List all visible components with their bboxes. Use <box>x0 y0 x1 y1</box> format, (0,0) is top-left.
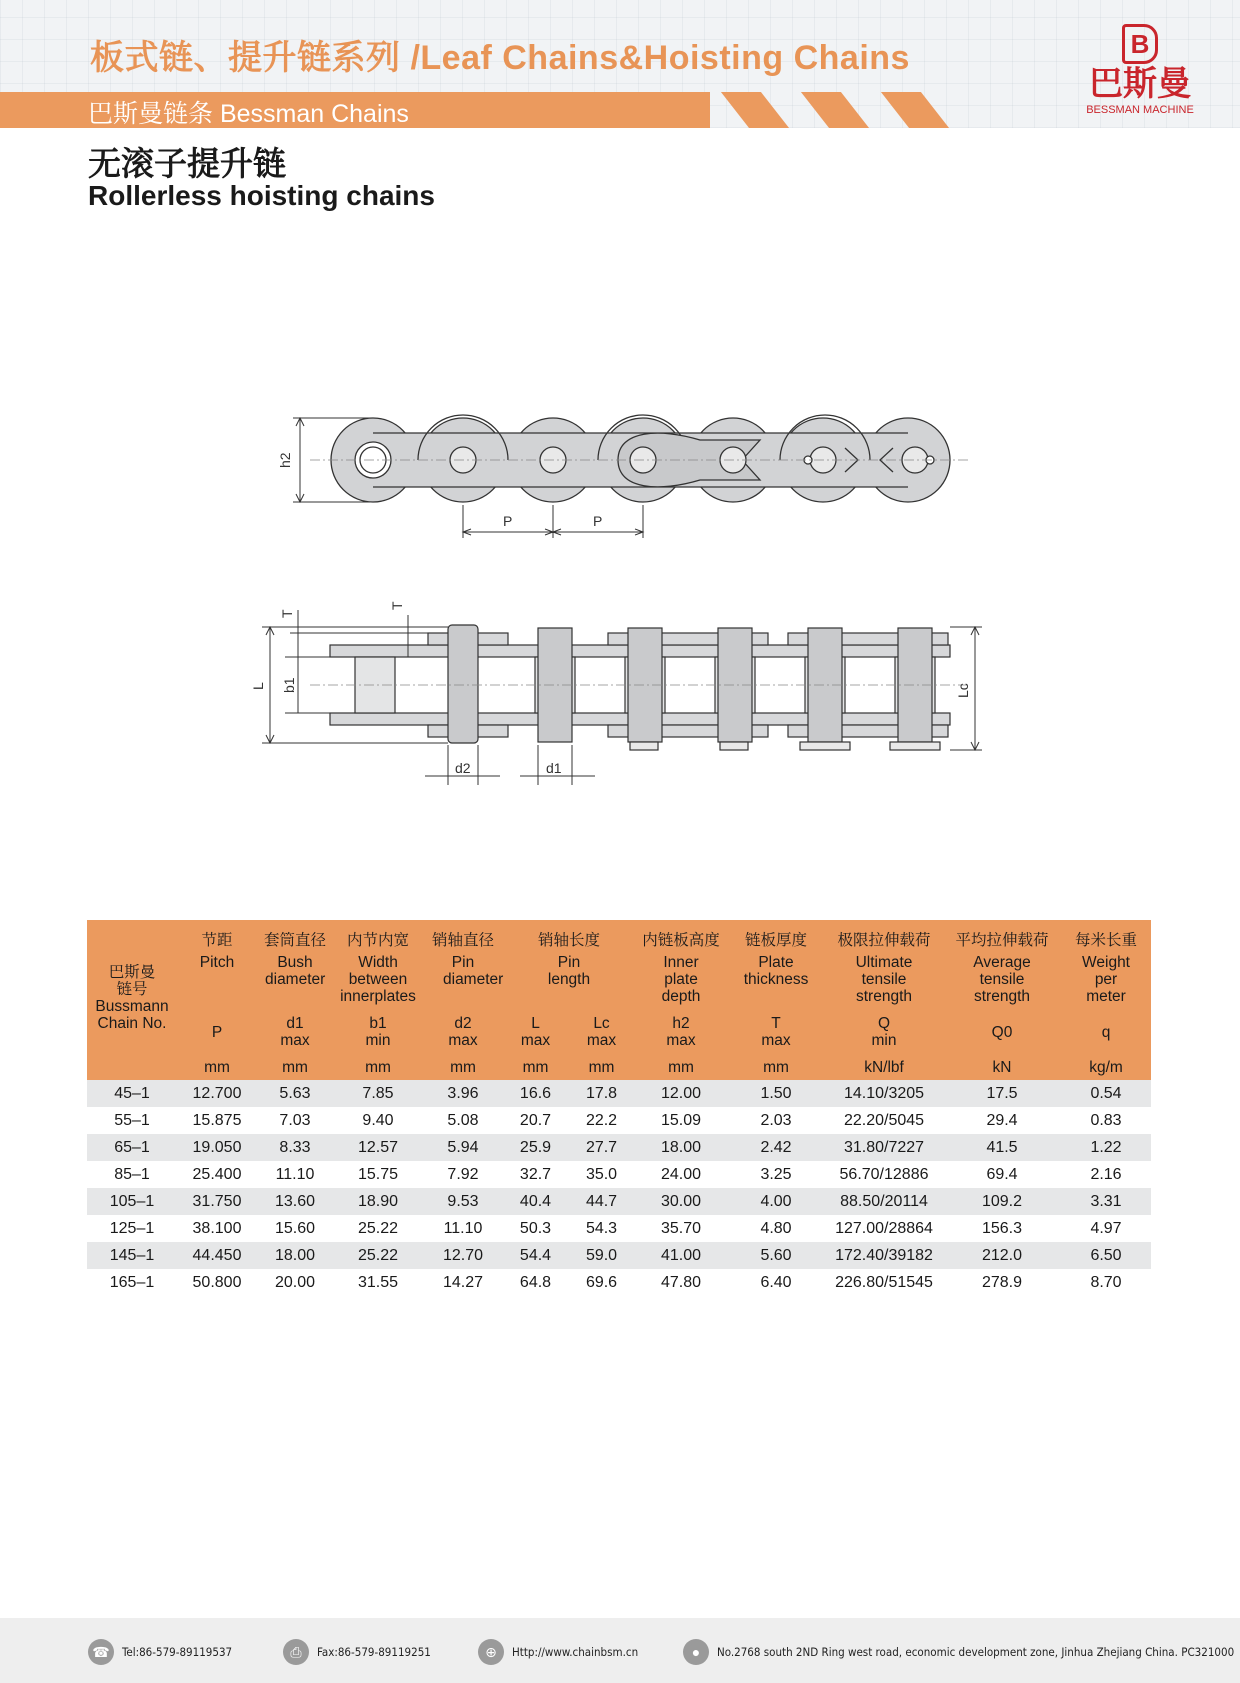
table-cell: 44.450 <box>177 1242 257 1269</box>
table-cell: 35.70 <box>660 1219 702 1237</box>
table-cell: 32.7 <box>519 1165 552 1183</box>
table-cell: 3.31 <box>1061 1188 1151 1215</box>
label-t-2: T <box>389 601 405 610</box>
table-cell: 18.90 <box>333 1188 423 1215</box>
table-cell: 25.22 <box>357 1219 399 1237</box>
header-unit: mm <box>257 1054 333 1080</box>
header-symbol: Q0 <box>943 1010 1061 1054</box>
table-cell: 41.00 <box>635 1242 727 1269</box>
table-cell: 7.85 <box>333 1080 423 1107</box>
table-cell: 59.0 <box>568 1242 635 1269</box>
header-symbol: T max <box>727 1010 825 1054</box>
page-title-english: Rollerless hoisting chains <box>88 180 435 211</box>
table-cell: 0.54 <box>1061 1080 1151 1107</box>
table-cell: 13.60 <box>257 1188 333 1215</box>
header-symbol: L max <box>503 1010 568 1054</box>
table-cell: 44.7 <box>568 1188 635 1215</box>
header-cn: 内链板高度 <box>635 920 727 954</box>
table-cell: 5.94 <box>423 1134 503 1161</box>
table-cell: 17.5 <box>943 1080 1061 1107</box>
label-d1: d1 <box>546 760 562 776</box>
label-b1: b1 <box>281 677 297 693</box>
header-unit: mm <box>727 1054 825 1080</box>
header-chain-no <box>87 920 177 1080</box>
table-cell: 56.70/12886 <box>839 1165 929 1183</box>
label-h2: h2 <box>277 452 293 468</box>
header-en: Weight per meter <box>1061 954 1151 1010</box>
table-row <box>87 1242 1151 1269</box>
table-cell: 2.03 <box>760 1111 792 1129</box>
table-cell: 25.22 <box>333 1242 423 1269</box>
footer-tel <box>88 1638 232 1666</box>
table-cell: 11.10 <box>275 1165 315 1183</box>
table-cell: 25.9 <box>503 1134 568 1161</box>
chain-no-cell: 105–1 <box>87 1188 177 1215</box>
table-cell: 5.63 <box>257 1080 333 1107</box>
table-cell: 35.0 <box>585 1165 618 1183</box>
table-cell: 15.875 <box>192 1111 242 1129</box>
chain-no-cell: 125–1 <box>109 1219 155 1237</box>
table-cell: 4.00 <box>727 1188 825 1215</box>
header-cn: 平均拉伸载荷 <box>943 920 1061 954</box>
label-pitch-2: P <box>593 513 603 529</box>
header-symbol: d2 max <box>423 1010 503 1054</box>
header-en: Plate thickness <box>727 954 825 1010</box>
table-cell: 212.0 <box>943 1242 1061 1269</box>
chain-no-cell: 145–1 <box>87 1242 177 1269</box>
table-row <box>87 1188 1151 1215</box>
table-cell: 172.40/39182 <box>825 1242 943 1269</box>
table-cell: 3.96 <box>423 1080 503 1107</box>
table-body <box>87 1080 1151 1296</box>
table-cell: 5.60 <box>727 1242 825 1269</box>
page-title-chinese: 无滚子提升链 <box>88 145 286 182</box>
table-cell: 31.80/7227 <box>825 1134 943 1161</box>
table-cell: 15.09 <box>660 1111 702 1129</box>
logo-english-name: BESSMAN MACHINE <box>1086 104 1194 116</box>
table-cell: 12.700 <box>177 1080 257 1107</box>
table-cell: 7.03 <box>279 1111 311 1129</box>
header-symbol: d1 max <box>257 1010 333 1054</box>
table-cell: 69.4 <box>986 1165 1018 1183</box>
table-cell: 12.00 <box>635 1080 727 1107</box>
table-cell: 6.50 <box>1061 1242 1151 1269</box>
table-cell: 47.80 <box>660 1273 702 1291</box>
table-cell: 29.4 <box>986 1111 1018 1129</box>
table-cell: 9.53 <box>423 1188 503 1215</box>
table-cell: 54.3 <box>585 1219 618 1237</box>
table-cell: 2.16 <box>1090 1165 1122 1183</box>
table-cell: 4.97 <box>1090 1219 1122 1237</box>
footer-fax <box>283 1638 431 1666</box>
table-row <box>87 1161 1151 1188</box>
header-en: Pin diameter <box>423 954 503 1010</box>
table-cell: 19.050 <box>177 1134 257 1161</box>
label-t-1: T <box>279 609 295 618</box>
label-lc: Lc <box>955 683 971 698</box>
header-unit: mm <box>177 1054 257 1080</box>
header-symbol: b1 min <box>333 1010 423 1054</box>
table-cell: 127.00/28864 <box>835 1219 933 1237</box>
header-unit: mm <box>503 1054 568 1080</box>
header-cn: 内节内宽 <box>333 920 423 954</box>
location-pin-icon: ● <box>683 1639 709 1665</box>
table-cell: 25.400 <box>192 1165 242 1183</box>
header-en: Pin length <box>503 954 635 1010</box>
footer-address <box>683 1638 1234 1666</box>
header-symbol: Lc max <box>568 1010 635 1054</box>
table-cell: 15.75 <box>357 1165 399 1183</box>
header-unit: kN <box>943 1054 1061 1080</box>
table-row <box>87 1269 1151 1296</box>
header-unit: kg/m <box>1061 1054 1151 1080</box>
header-unit: mm <box>333 1054 423 1080</box>
table-row <box>87 1080 1151 1107</box>
spec-table <box>87 920 1151 1296</box>
table-cell: 4.80 <box>760 1219 792 1237</box>
table-cell: 40.4 <box>503 1188 568 1215</box>
footer-web[interactable] <box>478 1638 638 1666</box>
table-cell: 88.50/20114 <box>825 1188 943 1215</box>
table-cell: 24.00 <box>660 1165 702 1183</box>
header-symbol: h2 max <box>635 1010 727 1054</box>
header-cn: 极限拉伸载荷 <box>825 920 943 954</box>
table-cell: 22.2 <box>585 1111 618 1129</box>
header-unit: mm <box>568 1054 635 1080</box>
table-cell: 14.10/3205 <box>825 1080 943 1107</box>
header-symbol: Q min <box>825 1010 943 1054</box>
table-cell: 50.3 <box>519 1219 552 1237</box>
footer <box>0 1618 1240 1683</box>
table-cell: 226.80/51545 <box>835 1273 933 1291</box>
phone-icon: ☎ <box>88 1639 114 1665</box>
header-en: Width between innerplates <box>333 954 423 1010</box>
table-cell: 16.6 <box>503 1080 568 1107</box>
table-cell: 0.83 <box>1090 1111 1122 1129</box>
header-cn: 节距 <box>177 920 257 954</box>
table-cell: 20.7 <box>519 1111 552 1129</box>
header-symbol: P <box>177 1010 257 1054</box>
header-en: Bush diameter <box>257 954 333 1010</box>
table-cell: 38.100 <box>192 1219 242 1237</box>
footer-web-link[interactable]: Http://www.chainbsm.cn <box>512 1645 639 1659</box>
table-cell: 1.22 <box>1061 1134 1151 1161</box>
table-header <box>87 920 1151 1080</box>
header-cn: 每米长重 <box>1061 920 1151 954</box>
table-row <box>87 1134 1151 1161</box>
table-cell: 41.5 <box>943 1134 1061 1161</box>
header-chain-no-en: Bussmann Chain No. <box>95 998 169 1032</box>
table-row <box>87 1107 1151 1134</box>
header-en: Average tensile strength <box>943 954 1061 1010</box>
table-cell: 14.27 <box>442 1273 484 1291</box>
header-unit: mm <box>423 1054 503 1080</box>
label-l: L <box>250 682 266 690</box>
chain-side-view <box>310 415 970 502</box>
table-cell: 12.70 <box>423 1242 503 1269</box>
footer-fax-text: Fax:86-579-89119251 <box>317 1645 431 1659</box>
table-row <box>87 1215 1151 1242</box>
header-unit: mm <box>635 1054 727 1080</box>
table-cell: 109.2 <box>943 1188 1061 1215</box>
header-cn: 套筒直径 <box>257 920 333 954</box>
logo-chinese-name: 巴斯曼 <box>1089 65 1191 103</box>
fax-icon: ⎙ <box>283 1639 309 1665</box>
table-cell: 8.70 <box>1090 1273 1122 1291</box>
table-cell: 278.9 <box>981 1273 1023 1291</box>
table-cell: 8.33 <box>257 1134 333 1161</box>
chain-no-cell: 55–1 <box>114 1111 150 1129</box>
table-cell: 2.42 <box>727 1134 825 1161</box>
table-cell: 156.3 <box>981 1219 1023 1237</box>
table-cell: 5.08 <box>447 1111 479 1129</box>
chain-no-cell: 85–1 <box>114 1165 150 1183</box>
header-en: Pitch <box>177 954 257 1010</box>
table-cell: 9.40 <box>362 1111 394 1129</box>
header-cn: 销轴长度 <box>503 920 635 954</box>
table-cell: 69.6 <box>585 1273 618 1291</box>
chain-no-cell: 165–1 <box>109 1273 155 1291</box>
chain-no-cell: 45–1 <box>87 1080 177 1107</box>
header-en: Ultimate tensile strength <box>825 954 943 1010</box>
table-cell: 30.00 <box>635 1188 727 1215</box>
label-d2: d2 <box>455 760 471 776</box>
table-cell: 31.55 <box>357 1273 399 1291</box>
table-cell: 27.7 <box>568 1134 635 1161</box>
table-cell: 54.4 <box>503 1242 568 1269</box>
logo-mark: B <box>1122 24 1158 64</box>
footer-address-text: No.2768 south 2ND Ring west road, economic development zone, Jinhua Zhejiang China. PC321000 <box>717 1645 1235 1659</box>
table-cell: 22.20/5045 <box>843 1111 925 1129</box>
footer-tel-text: Tel:86-579-89119537 <box>122 1645 233 1659</box>
table-cell: 50.800 <box>192 1273 242 1291</box>
header-unit: kN/lbf <box>825 1054 943 1080</box>
table-cell: 11.10 <box>443 1219 483 1237</box>
header-cn: 链板厚度 <box>727 920 825 954</box>
table-cell: 64.8 <box>519 1273 552 1291</box>
table-cell: 31.750 <box>177 1188 257 1215</box>
label-pitch-1: P <box>503 513 513 529</box>
header-title: 板式链、提升链系列 /Leaf Chains&Hoisting Chains <box>90 39 910 77</box>
header-cn: 销轴直径 <box>423 920 503 954</box>
table-cell: 3.25 <box>760 1165 792 1183</box>
header-en: Inner plate depth <box>635 954 727 1010</box>
table-cell: 18.00 <box>257 1242 333 1269</box>
table-cell: 6.40 <box>760 1273 792 1291</box>
table-cell: 7.92 <box>447 1165 479 1183</box>
globe-icon: ⊕ <box>478 1639 504 1665</box>
table-cell: 15.60 <box>274 1219 316 1237</box>
header-symbol: q <box>1061 1010 1151 1054</box>
table-cell: 12.57 <box>333 1134 423 1161</box>
header-chain-no-cn: 巴斯曼 链号 <box>108 964 156 998</box>
table-cell: 18.00 <box>635 1134 727 1161</box>
header-subtitle: 巴斯曼链条 Bessman Chains <box>88 100 409 128</box>
chain-no-cell: 65–1 <box>87 1134 177 1161</box>
chain-plan-view <box>310 625 970 750</box>
table-cell: 1.50 <box>727 1080 825 1107</box>
table-cell: 17.8 <box>568 1080 635 1107</box>
table-cell: 20.00 <box>274 1273 316 1291</box>
